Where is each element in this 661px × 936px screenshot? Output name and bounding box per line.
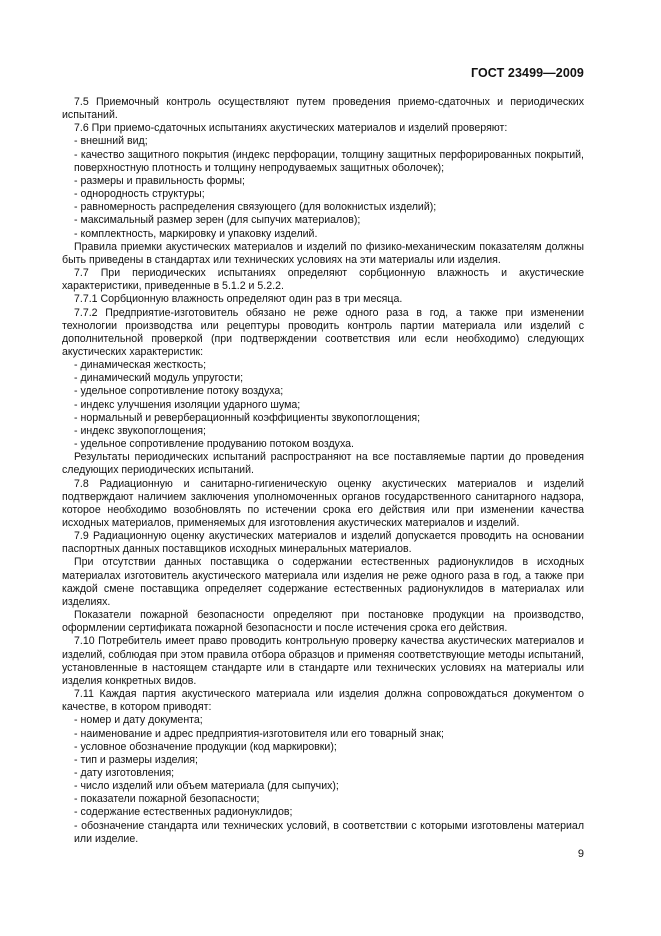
list-item: - динамическая жесткость; [74, 359, 207, 372]
list-item: - индекс улучшения изоляции ударного шума; [74, 398, 301, 411]
paragraph-7-8: 7.8 Радиационную и санитарно-гигиеническую оценку акустических материалов и изделий подтверждают наличием заключения уполномоченных органов государственного санитарного надзора, которое необходимо возобновлять по истечении срока его действия или при изменении качества исходных материалов, применяемых для изготовления акустических материалов и изделий. [62, 477, 584, 529]
list-item: - динамический модуль упругости; [74, 372, 244, 385]
paragraph-7-7-2: 7.7.2 Предприятие-изготовитель обязано не реже одного раза в год, а также при изменении технологии производства или рецептуры проводить контроль партии материала или изделий с дополнительной проверкой (при подтверждении соответствия или если необходимо) следующих акустических характеристик: [62, 306, 584, 358]
paragraph-7-7: 7.7 При периодических испытаниях определяют сорбционную влажность и акустические характеристики, приведенные в 5.1.2 и 5.2.2. [62, 267, 584, 293]
list-item: - качество защитного покрытия (индекс перфорации, толщину защитных перфорированных покрытий, поверхностную плотность и толщину непродуваемых защитных оболочек); [74, 148, 584, 174]
list-item: - число изделий или объем материала (для сыпучих); [74, 780, 339, 793]
paragraph-7-6: 7.6 При приемо-сдаточных испытаниях акустических материалов и изделий проверяют: [74, 122, 508, 135]
list-item: - содержание естественных радионуклидов; [74, 806, 293, 819]
list-item: - внешний вид; [74, 135, 148, 148]
paragraph-7-10: 7.10 Потребитель имеет право проводить контрольную проверку качества акустических материалов и изделий, соблюдая при этом правила отбора образцов и применяя соответствующие методы испытаний, установленные в настоящем стандарте или в стандарте или технических условиях на материалы или изделия конкретных видов. [62, 635, 584, 687]
list-item: - максимальный размер зерен (для сыпучих материалов); [74, 214, 361, 227]
paragraph: Правила приемки акустических материалов и изделий по физико-механическим показателям должны быть приведены в стандартах или технических условиях на эти материалы или изделия. [62, 240, 584, 266]
list-item: - равномерность распределения связующего (для волокнистых изделий); [74, 201, 437, 214]
list-item: - условное обозначение продукции (код маркировки); [74, 740, 337, 753]
document-header: ГОСТ 23499—2009 [470, 66, 584, 80]
list-item: - индекс звукопоглощения; [74, 424, 206, 437]
list-item: - наименование и адрес предприятия-изготовителя или его товарный знак; [74, 727, 444, 740]
list-item: - нормальный и реверберационный коэффициенты звукопоглощения; [74, 411, 421, 424]
list-item: - номер и дату документа; [74, 714, 203, 727]
paragraph-7-9: 7.9 Радиационную оценку акустических материалов и изделий допускается проводить на основании паспортных данных поставщиков исходных минеральных материалов. [62, 530, 584, 556]
list-item: - дату изготовления; [74, 766, 175, 779]
list-item: - удельное сопротивление продуванию потоком воздуха. [74, 438, 354, 451]
list-item: - обозначение стандарта или технических условий, в соответствии с которыми изготовлены материал или изделие. [74, 819, 584, 845]
list-item: - показатели пожарной безопасности; [74, 793, 260, 806]
document-body [62, 96, 584, 846]
page-number: 9 [577, 848, 584, 860]
paragraph: Показатели пожарной безопасности определяют при постановке продукции на производство, оформлении сертификата пожарной безопасности и после истечения срока его действия. [62, 609, 584, 635]
paragraph: При отсутствии данных поставщика о содержании естественных радионуклидов в исходных материалах изготовитель акустического материала или изделия не реже одного раза в год, а также при каждой смене поставщика определяет содержание естественных радионуклидов в материалах или изделиях. [62, 556, 584, 608]
list-item: - тип и размеры изделия; [74, 753, 198, 766]
paragraph-7-7-1: 7.7.1 Сорбционную влажность определяют один раз в три месяца. [74, 293, 403, 306]
list-item: - размеры и правильность формы; [74, 174, 245, 187]
list-item: - удельное сопротивление потоку воздуха; [74, 385, 284, 398]
paragraph-7-5: 7.5 Приемочный контроль осуществляют путем проведения приемо-сдаточных и периодических испытаний. [62, 96, 584, 122]
paragraph: Результаты периодических испытаний распространяют на все поставляемые партии до проведения следующих периодических испытаний. [62, 451, 584, 477]
paragraph-7-11: 7.11 Каждая партия акустического материала или изделия должна сопровождаться документом о качестве, в котором приводят: [62, 688, 584, 714]
list-item: - комплектность, маркировку и упаковку изделий. [74, 227, 318, 240]
list-item: - однородность структуры; [74, 188, 205, 201]
